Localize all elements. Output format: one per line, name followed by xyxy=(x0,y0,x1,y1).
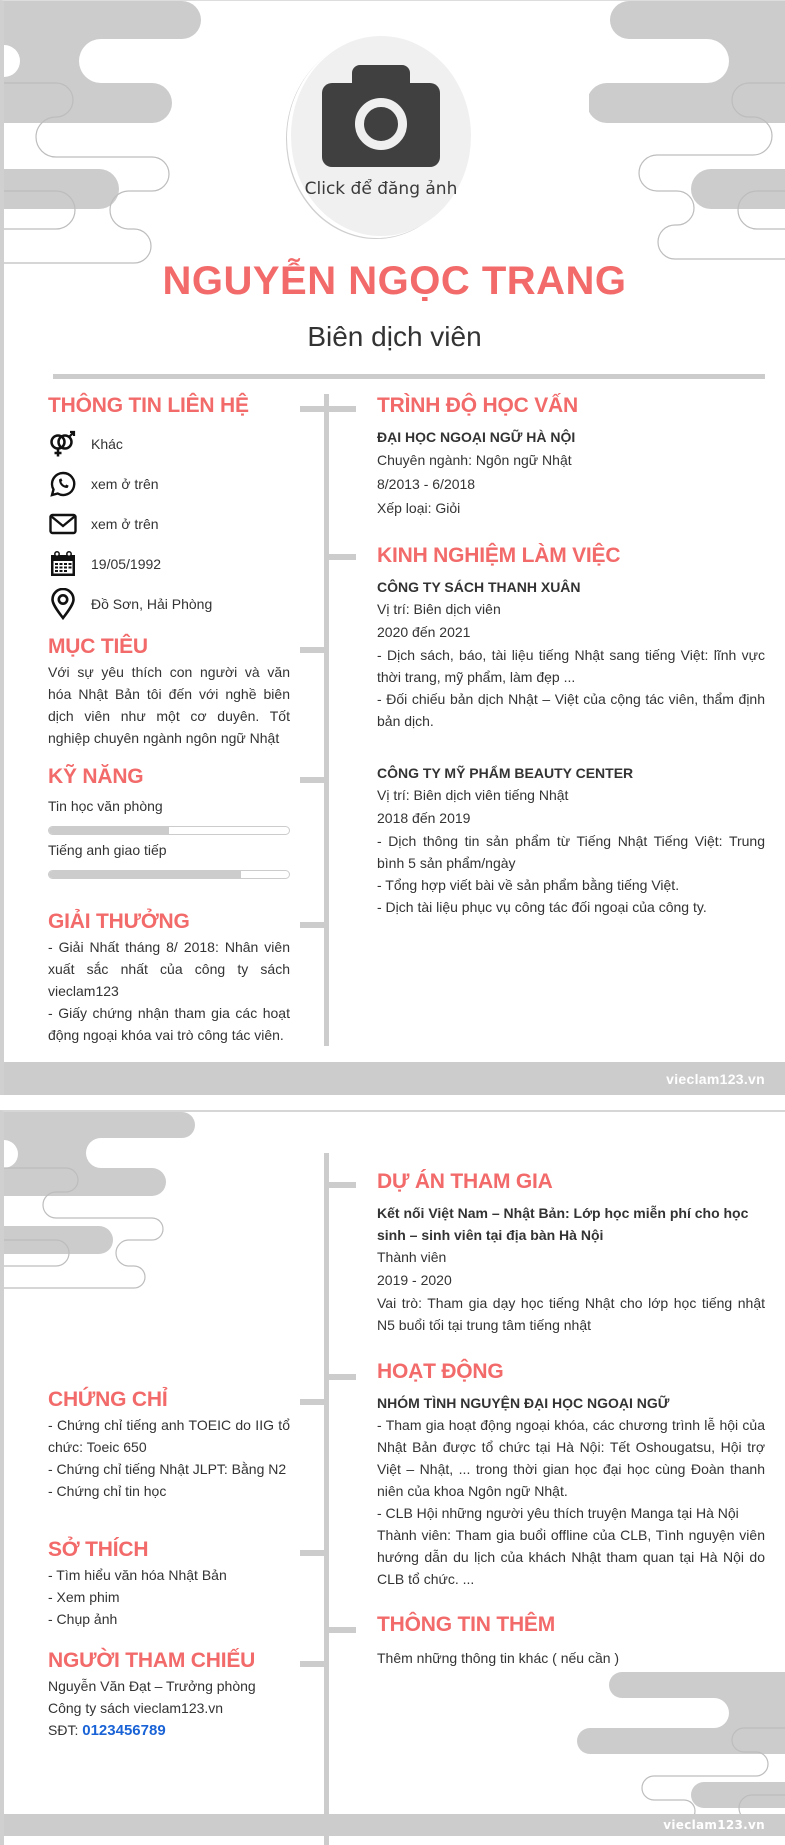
experience-section xyxy=(377,544,765,918)
project-name: Kết nối Việt Nam – Nhật Bản: Lớp học miễn phí cho học sinh – sinh viên tại địa bàn Hà Nội xyxy=(377,1205,749,1243)
award-item: - Giải Nhất tháng 8/ 2018: Nhân viên xuất sắc nhất của công ty sách vieclam123 xyxy=(48,939,290,999)
award-item: - Giấy chứng nhận tham gia các hoạt động ngoại khóa vai trò công tác viên. xyxy=(48,1005,290,1043)
hobby-item: - Xem phim xyxy=(48,1589,120,1605)
timeline-tick xyxy=(326,1374,356,1380)
education-period: 8/2013 - 6/2018 xyxy=(377,476,476,492)
timeline-tick xyxy=(326,554,356,560)
additional-info-text: Thêm những thông tin khác ( nếu cần ) xyxy=(377,1650,620,1666)
education-grade: Xếp loại: Giỏi xyxy=(377,500,461,516)
references-section xyxy=(48,1649,308,1742)
contact-value: Đồ Sơn, Hải Phòng xyxy=(91,596,213,612)
timeline-tick xyxy=(326,1627,356,1633)
contact-birthday xyxy=(48,544,290,584)
job-duty: - Dịch thông tin sản phẩm từ Tiếng Nhật Tiếng Việt: Trung bình 5 sản phẩm/ngày xyxy=(377,833,765,871)
contact-phone xyxy=(48,464,290,504)
timeline-tick xyxy=(300,922,326,928)
certificate-item: - Chứng chỉ tin học xyxy=(48,1483,167,1499)
objective-section xyxy=(48,635,290,749)
job-position: Vị trí: Biên dịch viên xyxy=(377,601,501,617)
activities-section xyxy=(377,1360,765,1590)
job-duty: - Tổng hợp viết bài về sản phẩm bằng tiếng Việt. xyxy=(377,877,680,893)
skill-bar xyxy=(48,826,290,835)
decorative-cloud-left xyxy=(4,1112,204,1302)
skill-bar xyxy=(48,870,290,879)
activity-item: - Tham gia hoạt động ngoại khóa, các chương trình lễ hội của Nhật Bản được tổ chức tại Hà Nội: Tết Oshougatsu, Hội trợ Việt – Nhật, ... trong thời gian học đại học cùng Đoàn thanh niên của khoa Ngôn ngữ Nhật. xyxy=(377,1417,765,1499)
camera-icon xyxy=(322,65,440,167)
timeline-tick xyxy=(300,777,326,783)
activity-item: Thành viên: Tham gia buổi offline của CLB, Tình nguyện viên hướng dẫn du lịch của khách Nhật tham quan tại Hà Nội do CLB tổ chức. ... xyxy=(377,1527,765,1587)
contact-value: xem ở trên xyxy=(91,516,159,532)
whatsapp-icon xyxy=(48,469,78,499)
contact-value: Khác xyxy=(91,436,123,452)
reference-phone-row xyxy=(48,1719,308,1742)
section-title: KỸ NĂNG xyxy=(48,765,144,788)
timeline-line xyxy=(324,394,329,1046)
job-duty: - Đối chiếu bản dịch Nhật – Việt của cộng tác viên, thẩm định bản dịch. xyxy=(377,691,765,729)
job-company: CÔNG TY MỸ PHẨM BEAUTY CENTER xyxy=(377,765,634,781)
header-divider xyxy=(53,374,765,379)
reference-company: Công ty sách vieclam123.vn xyxy=(48,1700,224,1716)
reference-phone-link[interactable]: 0123456789 xyxy=(82,1722,166,1739)
job-position: Vị trí: Biên dịch viên tiếng Nhật xyxy=(377,787,569,803)
skill-label: Tin học văn phòng xyxy=(48,798,163,814)
section-title: GIẢI THƯỞNG xyxy=(48,910,190,933)
additional-info-section xyxy=(377,1613,765,1669)
job-duty: - Dịch sách, báo, tài liệu tiếng Nhật sang tiếng Việt: lĩnh vực thời trang, mỹ phẩm, làm đẹp ... xyxy=(377,647,765,685)
decorative-cloud-right xyxy=(589,1,785,271)
project-description: Vai trò: Tham gia dạy học tiếng Nhật cho lớp học tiếng nhật N5 buổi tối tại trung tâm tiếng nhật xyxy=(377,1295,765,1333)
timeline-tick xyxy=(300,1550,326,1556)
hobby-item: - Tìm hiểu văn hóa Nhật Bản xyxy=(48,1567,227,1583)
contact-value: 19/05/1992 xyxy=(91,556,162,572)
section-title: SỞ THÍCH xyxy=(48,1538,149,1561)
contact-address xyxy=(48,584,290,624)
job-entry xyxy=(377,576,765,732)
timeline-tick xyxy=(300,647,326,653)
candidate-job-title: Biên dịch viên xyxy=(307,321,482,352)
calendar-icon xyxy=(48,549,78,579)
awards-section xyxy=(48,910,290,1046)
section-title: MỤC TIÊU xyxy=(48,635,148,658)
contact-value: xem ở trên xyxy=(91,476,159,492)
avatar-upload[interactable] xyxy=(291,36,471,236)
job-company: CÔNG TY SÁCH THANH XUÂN xyxy=(377,579,581,595)
avatar-upload-caption: Click để đăng ảnh xyxy=(304,179,458,199)
section-title: TRÌNH ĐỘ HỌC VẤN xyxy=(377,394,578,417)
job-period: 2020 đến 2021 xyxy=(377,624,471,640)
cv-page-2 xyxy=(0,1110,785,1845)
email-icon xyxy=(48,509,78,539)
section-title: KINH NGHIỆM LÀM VIỆC xyxy=(377,544,621,567)
certificate-item: - Chứng chỉ tiếng anh TOEIC do IIG tổ chức: Toeic 650 xyxy=(48,1417,290,1455)
activity-item: - CLB Hội những người yêu thích truyện Manga tại Hà Nội xyxy=(377,1505,739,1521)
section-title: NGƯỜI THAM CHIẾU xyxy=(48,1649,256,1672)
certificate-item: - Chứng chỉ tiếng Nhật JLPT: Bằng N2 xyxy=(48,1461,287,1477)
education-section xyxy=(377,394,765,520)
reference-phone-label: SĐT: xyxy=(48,1722,83,1738)
reference-name: Nguyễn Văn Đạt – Trưởng phòng xyxy=(48,1678,256,1694)
decorative-cloud-left xyxy=(4,1,204,271)
timeline-line xyxy=(324,1153,329,1845)
section-title: CHỨNG CHỈ xyxy=(48,1388,168,1411)
skill-label: Tiếng anh giao tiếp xyxy=(48,842,167,858)
timeline-tick xyxy=(300,406,356,412)
section-title: THÔNG TIN THÊM xyxy=(377,1613,556,1636)
projects-section xyxy=(377,1170,765,1336)
section-title: HOẠT ĐỘNG xyxy=(377,1360,504,1383)
job-duty: - Dịch tài liệu phục vụ công tác đối ngoại của công ty. xyxy=(377,899,707,915)
education-major: Chuyên ngành: Ngôn ngữ Nhật xyxy=(377,452,572,468)
candidate-name: NGUYỄN NGỌC TRANG xyxy=(162,259,627,303)
contact-email xyxy=(48,504,290,544)
timeline-tick xyxy=(326,1182,356,1188)
hobby-item: - Chụp ảnh xyxy=(48,1611,118,1627)
project-role: Thành viên xyxy=(377,1249,447,1265)
location-pin-icon xyxy=(48,589,78,619)
contact-gender xyxy=(48,424,290,464)
activity-org: NHÓM TÌNH NGUYỆN ĐẠI HỌC NGOẠI NGỮ xyxy=(377,1395,670,1411)
contact-section xyxy=(48,394,290,624)
page-footer-band xyxy=(4,1062,785,1095)
objective-text: Với sự yêu thích con người và văn hóa Nhật Bản tôi đến với nghề biên dịch viên như một cơ duyên. Tốt nghiệp chuyên ngành ngôn ngữ Nhật xyxy=(48,664,290,746)
skills-section xyxy=(48,765,290,879)
hobbies-section xyxy=(48,1538,290,1630)
timeline-tick xyxy=(300,1399,326,1405)
school-name: ĐẠI HỌC NGOẠI NGỮ HÀ NỘI xyxy=(377,429,576,445)
job-period: 2018 đến 2019 xyxy=(377,810,471,826)
footer-brand: vieclam123.vn xyxy=(666,1071,765,1087)
page-footer-band xyxy=(4,1814,785,1836)
gender-icon xyxy=(48,429,78,459)
footer-brand: vieclam123.vn xyxy=(663,1818,765,1832)
job-entry xyxy=(377,762,765,918)
certificates-section xyxy=(48,1388,290,1502)
section-title: DỰ ÁN THAM GIA xyxy=(377,1170,553,1193)
section-title: THÔNG TIN LIÊN HỆ xyxy=(48,394,249,417)
project-period: 2019 - 2020 xyxy=(377,1272,452,1288)
